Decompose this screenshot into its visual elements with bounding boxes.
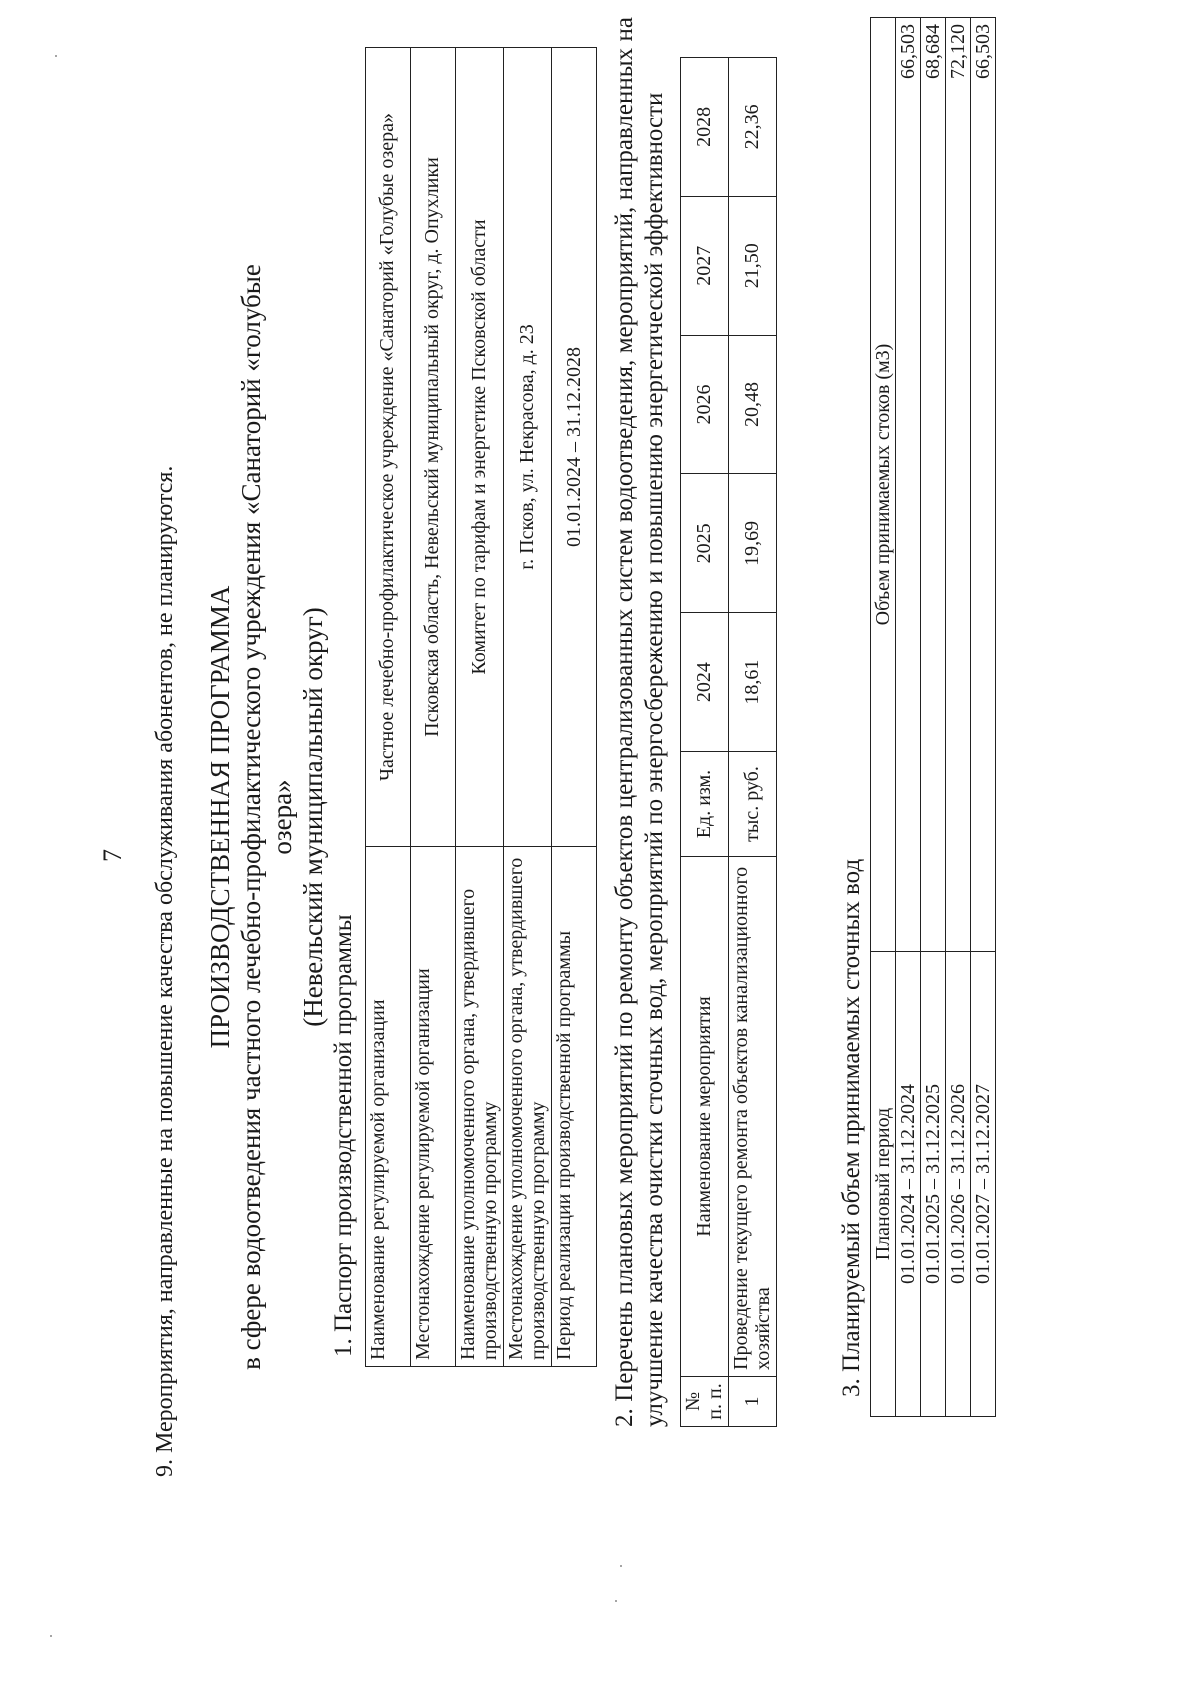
activities-column-header: 2027 (681, 196, 729, 335)
volume-heading: 3. Планируемый объем принимаемых сточных вод (838, 858, 865, 1397)
activities-cell: 19,69 (729, 474, 777, 613)
volume-value: 66,503 (971, 18, 996, 952)
volume-table-body (896, 18, 996, 1417)
passport-value: Частное лечебно-профилактическое учреждение «Санаторий «Голубые озера» (366, 48, 411, 847)
volume-column-header: Объем принимаемых стоков (м3) (871, 18, 896, 952)
activities-column-header: 2024 (681, 613, 729, 752)
activities-cell: 20,48 (729, 335, 777, 474)
volume-column-header: Плановый период (871, 952, 896, 1417)
scan-speck (55, 55, 57, 57)
activities-row (729, 58, 777, 1427)
volume-period: 01.01.2026 – 31.12.2026 (946, 952, 971, 1417)
title-line-1: ПРОИЗВОДСТВЕННАЯ ПРОГРАММА (205, 585, 235, 1049)
passport-table-body (366, 48, 597, 1367)
scan-speck (620, 1565, 622, 1567)
scan-speck (615, 1600, 617, 1602)
activities-cell: 22,36 (729, 58, 777, 197)
activities-cell: Проведение текущего ремонта объектов канализационного хозяйства (729, 857, 777, 1377)
passport-row (411, 48, 456, 1367)
volume-value: 72,120 (946, 18, 971, 952)
passport-row (366, 48, 411, 1367)
activities-heading: 2. Перечень плановых мероприятий по ремонту объектов централизованных систем водоотведения, мероприятий, направленных на улучшение качества очистки сточных вод, мероприятий по энергосбережению и повышению энергетической эффективности (611, 17, 668, 1427)
section-9-text: 9. Мероприятия, направленные на повышение качества обслуживания абонентов, не планируются. (152, 465, 178, 1477)
passport-heading: 1. Паспорт производственной программы (330, 914, 357, 1357)
volume-row (896, 18, 921, 1417)
passport-value: 01.01.2024 – 31.12.2028 (552, 48, 597, 847)
title-line-2: в сфере водоотведения частного лечебно-профилактического учреждения «Санаторий «голубые озера» (236, 264, 298, 1370)
scan-speck (50, 1635, 52, 1637)
activities-column-header: 2026 (681, 335, 729, 474)
passport-row (504, 48, 552, 1367)
passport-value: Псковская область, Невельский муниципальный округ, д. Опухлики (411, 48, 456, 847)
activities-table-body (729, 58, 777, 1427)
passport-label: Наименование уполномоченного органа, утвердившего производственную программу (456, 847, 504, 1367)
passport-label: Период реализации производственной программы (552, 847, 597, 1367)
volume-row (921, 18, 946, 1417)
activities-column-header: Наименование мероприятия (681, 857, 729, 1377)
passport-value: г. Псков, ул. Некрасова, д. 23 (504, 48, 552, 847)
passport-row (456, 48, 504, 1367)
activities-cell: 21,50 (729, 196, 777, 335)
activities-header-row (681, 58, 729, 1427)
page-number: 7 (98, 849, 127, 862)
activities-cell: тыс. руб. (729, 752, 777, 857)
activities-column-header: 2025 (681, 474, 729, 613)
passport-table (365, 47, 597, 1367)
activities-column-header: Ед. изм. (681, 752, 729, 857)
volume-value: 68,684 (921, 18, 946, 952)
passport-label: Местонахождение уполномоченного органа, утвердившего производственную программу (504, 847, 552, 1367)
program-title (205, 227, 329, 1407)
volume-header-row (871, 18, 896, 1417)
passport-row (552, 48, 597, 1367)
title-line-3: (Невельский муниципальный округ) (298, 607, 329, 1027)
volume-period: 01.01.2025 – 31.12.2025 (921, 952, 946, 1417)
activities-table (680, 57, 777, 1427)
activities-column-header: 2028 (681, 58, 729, 197)
volume-value: 66,503 (896, 18, 921, 952)
activities-column-header: № п. п. (681, 1377, 729, 1427)
activities-cell: 18,61 (729, 613, 777, 752)
passport-label: Наименование регулируемой организации (366, 847, 411, 1367)
passport-label: Местонахождение регулируемой организации (411, 847, 456, 1367)
volume-period: 01.01.2024 – 31.12.2024 (896, 952, 921, 1417)
volume-table (870, 17, 996, 1417)
passport-value: Комитет по тарифам и энергетике Псковской области (456, 48, 504, 847)
volume-row (971, 18, 996, 1417)
activities-cell: 1 (729, 1377, 777, 1427)
volume-row (946, 18, 971, 1417)
volume-period: 01.01.2027 – 31.12.2027 (971, 952, 996, 1417)
